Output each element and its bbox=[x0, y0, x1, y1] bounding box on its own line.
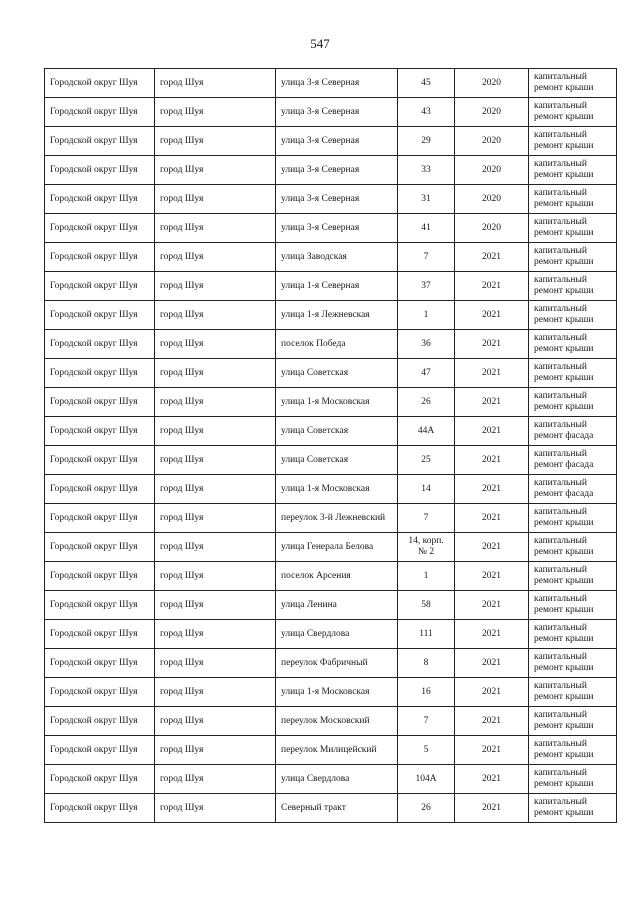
table-row bbox=[45, 620, 617, 649]
city-cell: город Шуя bbox=[155, 765, 276, 794]
municipality-cell: Городской округ Шуя bbox=[45, 127, 155, 156]
work-type-cell: капитальный ремонт крыши bbox=[529, 765, 617, 794]
work-type-cell: капитальный ремонт крыши bbox=[529, 620, 617, 649]
table-row bbox=[45, 185, 617, 214]
house-number-cell: 7 bbox=[398, 243, 455, 272]
city-cell: город Шуя bbox=[155, 214, 276, 243]
work-type-cell: капитальный ремонт крыши bbox=[529, 591, 617, 620]
house-number-cell: 16 bbox=[398, 678, 455, 707]
house-number-cell: 58 bbox=[398, 591, 455, 620]
year-cell: 2021 bbox=[455, 562, 529, 591]
work-type-cell: капитальный ремонт крыши bbox=[529, 301, 617, 330]
year-cell: 2021 bbox=[455, 388, 529, 417]
street-cell: улица 3-я Северная bbox=[276, 214, 398, 243]
work-type-cell: капитальный ремонт крыши bbox=[529, 707, 617, 736]
table-row bbox=[45, 417, 617, 446]
city-cell: город Шуя bbox=[155, 417, 276, 446]
municipality-cell: Городской округ Шуя bbox=[45, 301, 155, 330]
city-cell: город Шуя bbox=[155, 533, 276, 562]
house-number-cell: 37 bbox=[398, 272, 455, 301]
street-cell: улица 1-я Московская bbox=[276, 475, 398, 504]
year-cell: 2020 bbox=[455, 185, 529, 214]
year-cell: 2021 bbox=[455, 330, 529, 359]
year-cell: 2021 bbox=[455, 301, 529, 330]
year-cell: 2021 bbox=[455, 359, 529, 388]
table-row bbox=[45, 98, 617, 127]
page-number: 547 bbox=[310, 36, 330, 51]
repair-schedule-table bbox=[44, 68, 617, 823]
year-cell: 2020 bbox=[455, 156, 529, 185]
house-number-cell: 1 bbox=[398, 301, 455, 330]
table-row bbox=[45, 678, 617, 707]
city-cell: город Шуя bbox=[155, 562, 276, 591]
year-cell: 2020 bbox=[455, 214, 529, 243]
house-number-cell: 31 bbox=[398, 185, 455, 214]
city-cell: город Шуя bbox=[155, 69, 276, 98]
municipality-cell: Городской округ Шуя bbox=[45, 446, 155, 475]
street-cell: улица Генерала Белова bbox=[276, 533, 398, 562]
city-cell: город Шуя bbox=[155, 736, 276, 765]
year-cell: 2020 bbox=[455, 98, 529, 127]
street-cell: улица 1-я Московская bbox=[276, 388, 398, 417]
work-type-cell: капитальный ремонт фасада bbox=[529, 446, 617, 475]
work-type-cell: капитальный ремонт крыши bbox=[529, 98, 617, 127]
municipality-cell: Городской округ Шуя bbox=[45, 707, 155, 736]
city-cell: город Шуя bbox=[155, 504, 276, 533]
municipality-cell: Городской округ Шуя bbox=[45, 562, 155, 591]
work-type-cell: капитальный ремонт крыши bbox=[529, 185, 617, 214]
work-type-cell: капитальный ремонт крыши bbox=[529, 388, 617, 417]
house-number-cell: 36 bbox=[398, 330, 455, 359]
table-row bbox=[45, 446, 617, 475]
city-cell: город Шуя bbox=[155, 98, 276, 127]
municipality-cell: Городской округ Шуя bbox=[45, 765, 155, 794]
house-number-cell: 14 bbox=[398, 475, 455, 504]
house-number-cell: 14, корп. № 2 bbox=[398, 533, 455, 562]
municipality-cell: Городской округ Шуя bbox=[45, 620, 155, 649]
city-cell: город Шуя bbox=[155, 794, 276, 823]
house-number-cell: 43 bbox=[398, 98, 455, 127]
work-type-cell: капитальный ремонт крыши bbox=[529, 330, 617, 359]
table-row bbox=[45, 301, 617, 330]
table-row bbox=[45, 562, 617, 591]
year-cell: 2021 bbox=[455, 736, 529, 765]
city-cell: город Шуя bbox=[155, 156, 276, 185]
year-cell: 2021 bbox=[455, 649, 529, 678]
street-cell: переулок Милицейский bbox=[276, 736, 398, 765]
city-cell: город Шуя bbox=[155, 330, 276, 359]
year-cell: 2021 bbox=[455, 678, 529, 707]
house-number-cell: 5 bbox=[398, 736, 455, 765]
year-cell: 2021 bbox=[455, 591, 529, 620]
street-cell: улица Ленина bbox=[276, 591, 398, 620]
work-type-cell: капитальный ремонт крыши bbox=[529, 69, 617, 98]
city-cell: город Шуя bbox=[155, 301, 276, 330]
street-cell: улица 3-я Северная bbox=[276, 69, 398, 98]
work-type-cell: капитальный ремонт крыши bbox=[529, 214, 617, 243]
year-cell: 2021 bbox=[455, 533, 529, 562]
municipality-cell: Городской округ Шуя bbox=[45, 272, 155, 301]
work-type-cell: капитальный ремонт крыши bbox=[529, 127, 617, 156]
table-row bbox=[45, 243, 617, 272]
house-number-cell: 8 bbox=[398, 649, 455, 678]
municipality-cell: Городской округ Шуя bbox=[45, 388, 155, 417]
city-cell: город Шуя bbox=[155, 272, 276, 301]
table-row bbox=[45, 388, 617, 417]
work-type-cell: капитальный ремонт крыши bbox=[529, 678, 617, 707]
house-number-cell: 25 bbox=[398, 446, 455, 475]
city-cell: город Шуя bbox=[155, 446, 276, 475]
house-number-cell: 26 bbox=[398, 794, 455, 823]
municipality-cell: Городской округ Шуя bbox=[45, 591, 155, 620]
house-number-cell: 1 bbox=[398, 562, 455, 591]
street-cell: улица 1-я Московская bbox=[276, 678, 398, 707]
year-cell: 2021 bbox=[455, 794, 529, 823]
city-cell: город Шуя bbox=[155, 620, 276, 649]
work-type-cell: капитальный ремонт крыши bbox=[529, 243, 617, 272]
street-cell: улица 1-я Северная bbox=[276, 272, 398, 301]
municipality-cell: Городской округ Шуя bbox=[45, 330, 155, 359]
city-cell: город Шуя bbox=[155, 127, 276, 156]
street-cell: поселок Победа bbox=[276, 330, 398, 359]
table-row bbox=[45, 649, 617, 678]
year-cell: 2021 bbox=[455, 504, 529, 533]
table-row bbox=[45, 214, 617, 243]
house-number-cell: 7 bbox=[398, 504, 455, 533]
year-cell: 2021 bbox=[455, 243, 529, 272]
municipality-cell: Городской округ Шуя bbox=[45, 533, 155, 562]
city-cell: город Шуя bbox=[155, 649, 276, 678]
work-type-cell: капитальный ремонт крыши bbox=[529, 272, 617, 301]
house-number-cell: 45 bbox=[398, 69, 455, 98]
year-cell: 2021 bbox=[455, 707, 529, 736]
street-cell: улица 3-я Северная bbox=[276, 127, 398, 156]
year-cell: 2020 bbox=[455, 127, 529, 156]
house-number-cell: 44А bbox=[398, 417, 455, 446]
street-cell: улица Советская bbox=[276, 359, 398, 388]
street-cell: улица 3-я Северная bbox=[276, 156, 398, 185]
work-type-cell: капитальный ремонт крыши bbox=[529, 736, 617, 765]
house-number-cell: 7 bbox=[398, 707, 455, 736]
municipality-cell: Городской округ Шуя bbox=[45, 736, 155, 765]
street-cell: переулок Фабричный bbox=[276, 649, 398, 678]
street-cell: улица 1-я Лежневская bbox=[276, 301, 398, 330]
municipality-cell: Городской округ Шуя bbox=[45, 243, 155, 272]
table-row bbox=[45, 591, 617, 620]
work-type-cell: капитальный ремонт крыши bbox=[529, 156, 617, 185]
city-cell: город Шуя bbox=[155, 359, 276, 388]
house-number-cell: 111 bbox=[398, 620, 455, 649]
table-row bbox=[45, 156, 617, 185]
year-cell: 2021 bbox=[455, 620, 529, 649]
municipality-cell: Городской округ Шуя bbox=[45, 504, 155, 533]
municipality-cell: Городской округ Шуя bbox=[45, 794, 155, 823]
municipality-cell: Городской округ Шуя bbox=[45, 475, 155, 504]
work-type-cell: капитальный ремонт крыши bbox=[529, 504, 617, 533]
municipality-cell: Городской округ Шуя bbox=[45, 678, 155, 707]
work-type-cell: капитальный ремонт фасада bbox=[529, 475, 617, 504]
table-row bbox=[45, 794, 617, 823]
table-row bbox=[45, 736, 617, 765]
table-row bbox=[45, 272, 617, 301]
table-row bbox=[45, 359, 617, 388]
municipality-cell: Городской округ Шуя bbox=[45, 98, 155, 127]
table-body bbox=[45, 69, 617, 823]
table-row bbox=[45, 69, 617, 98]
municipality-cell: Городской округ Шуя bbox=[45, 156, 155, 185]
year-cell: 2021 bbox=[455, 475, 529, 504]
house-number-cell: 41 bbox=[398, 214, 455, 243]
work-type-cell: капитальный ремонт крыши bbox=[529, 794, 617, 823]
table-row bbox=[45, 707, 617, 736]
house-number-cell: 26 bbox=[398, 388, 455, 417]
municipality-cell: Городской округ Шуя bbox=[45, 359, 155, 388]
table-row bbox=[45, 765, 617, 794]
house-number-cell: 29 bbox=[398, 127, 455, 156]
street-cell: переулок Московский bbox=[276, 707, 398, 736]
house-number-cell: 104А bbox=[398, 765, 455, 794]
house-number-cell: 47 bbox=[398, 359, 455, 388]
work-type-cell: капитальный ремонт фасада bbox=[529, 417, 617, 446]
municipality-cell: Городской округ Шуя bbox=[45, 185, 155, 214]
city-cell: город Шуя bbox=[155, 185, 276, 214]
street-cell: поселок Арсения bbox=[276, 562, 398, 591]
house-number-cell: 33 bbox=[398, 156, 455, 185]
municipality-cell: Городской округ Шуя bbox=[45, 69, 155, 98]
city-cell: город Шуя bbox=[155, 388, 276, 417]
street-cell: улица Советская bbox=[276, 446, 398, 475]
street-cell: улица Свердлова bbox=[276, 620, 398, 649]
year-cell: 2021 bbox=[455, 446, 529, 475]
year-cell: 2021 bbox=[455, 272, 529, 301]
work-type-cell: капитальный ремонт крыши bbox=[529, 533, 617, 562]
year-cell: 2021 bbox=[455, 417, 529, 446]
city-cell: город Шуя bbox=[155, 475, 276, 504]
street-cell: улица Свердлова bbox=[276, 765, 398, 794]
street-cell: улица 3-я Северная bbox=[276, 185, 398, 214]
year-cell: 2021 bbox=[455, 765, 529, 794]
municipality-cell: Городской округ Шуя bbox=[45, 214, 155, 243]
street-cell: улица Заводская bbox=[276, 243, 398, 272]
city-cell: город Шуя bbox=[155, 707, 276, 736]
table-row bbox=[45, 330, 617, 359]
year-cell: 2020 bbox=[455, 69, 529, 98]
municipality-cell: Городской округ Шуя bbox=[45, 649, 155, 678]
table-row bbox=[45, 533, 617, 562]
street-cell: переулок 3-й Лежневский bbox=[276, 504, 398, 533]
table-row bbox=[45, 475, 617, 504]
city-cell: город Шуя bbox=[155, 678, 276, 707]
work-type-cell: капитальный ремонт крыши bbox=[529, 359, 617, 388]
street-cell: улица Советская bbox=[276, 417, 398, 446]
street-cell: Северный тракт bbox=[276, 794, 398, 823]
work-type-cell: капитальный ремонт крыши bbox=[529, 649, 617, 678]
city-cell: город Шуя bbox=[155, 243, 276, 272]
table-row bbox=[45, 504, 617, 533]
city-cell: город Шуя bbox=[155, 591, 276, 620]
table-row bbox=[45, 127, 617, 156]
street-cell: улица 3-я Северная bbox=[276, 98, 398, 127]
work-type-cell: капитальный ремонт крыши bbox=[529, 562, 617, 591]
municipality-cell: Городской округ Шуя bbox=[45, 417, 155, 446]
